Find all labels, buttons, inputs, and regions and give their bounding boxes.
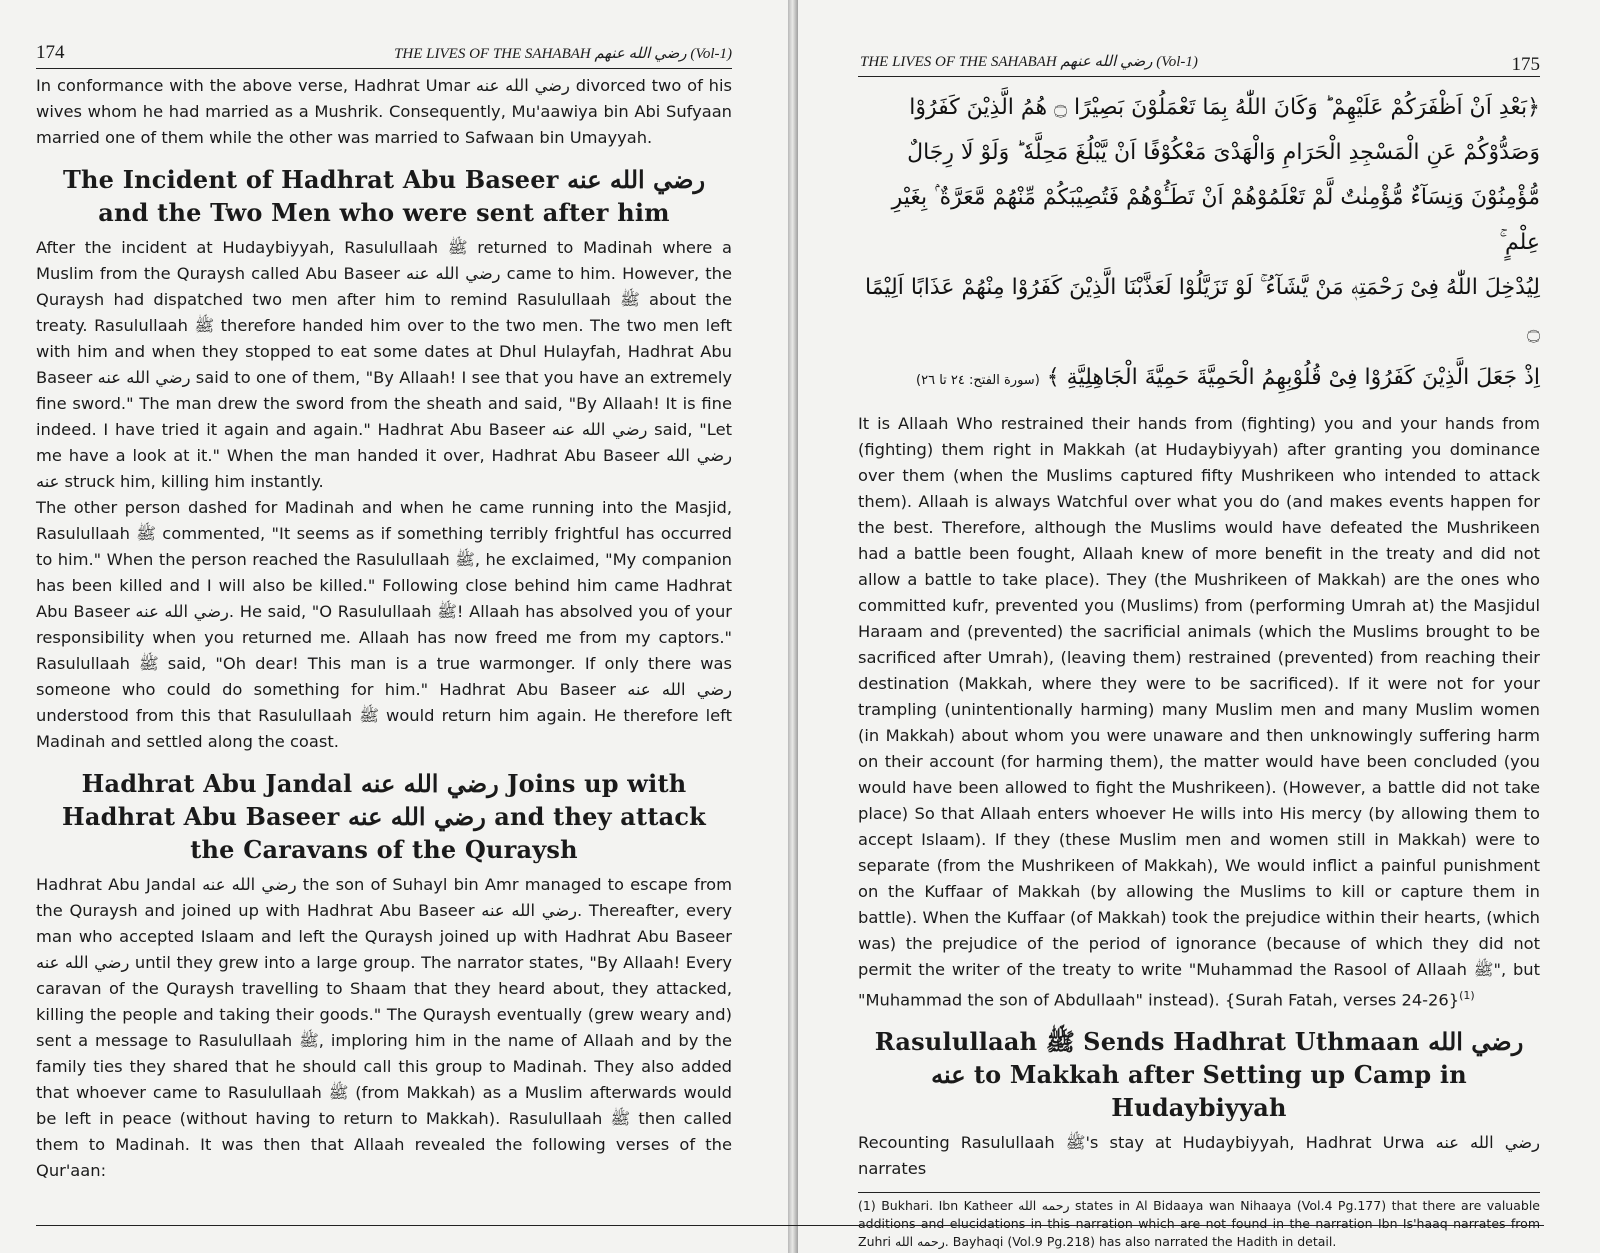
running-header [36,40,732,66]
right-page [798,0,1600,1253]
paragraph-caravans: Hadhrat Abu Jandal رضي الله عنه the son of Suhayl bin Amr managed to escape from the Quraysh and joined up with Hadhrat Abu Baseer رضي الله عنه. Thereafter, every man who accepted Islaam and left the Quraysh joined up with Hadhrat Abu Baseer رضي الله عنه until they grew into a large group. The narrator states, "By Allaah! Every caravan of the Quraysh travelling to Shaam that they heard about, they attacked, killing the people and taking their goods." The Quraysh eventually (grew weary and) sent a message to Rasulullaah ﷺ, imploring him in the name of Allaah and by the family ties they shared that he should call this group to Madinah. They also added that whoever came to Rasulullaah ﷺ (from Makkah) as a Muslim afterwards would be left in peace (without having to return to Makkah). Rasulullaah ﷺ then called them to Madinah. It was then that Allaah revealed the following verses of the Qur'aan: [36,875,732,1180]
book-gutter [788,0,798,1253]
section-heading-uthmaan: Rasulullaah ﷺ Sends Hadhrat Uthmaan رضي الله عنه to Makkah after Setting up Camp in Hudaybiyyah [874,1027,1524,1123]
paragraph-escape-to-madinah: The other person dashed for Madinah and when he came running into the Masjid, Rasulullaah ﷺ commented, "It seems as if something terribly frightful has occurred to him." When the person reached the Rasulullaah ﷺ, he exclaimed, "My companion has been killed and I will also be killed." Following close behind him came Hadhrat Abu Baseer رضي الله عنه. He said, "O Rasulullaah ﷺ! Allaah has absolved you of your responsibility when you returned me. Allaah has now freed me from my captors." Rasulullaah ﷺ said, "Oh dear! This man is a true warmonger. If only there was someone who could do something for him." Hadhrat Abu Baseer رضي الله عنه understood from this that Rasulullaah ﷺ would return him again. He therefore left Madinah and settled along the coast. [36,498,732,751]
arabic-line: ﴿بَعْدِ اَنْ اَظْفَرَكُمْ عَلَيْهِمْ ؕ وَكَانَ اللّٰهُ بِمَا تَعْمَلُوْنَ بَصِيْرًا ۝ هُمُ الَّذِيْنَ كَفَرُوْا [909,95,1540,120]
header-rule [36,68,732,69]
translation-text: It is Allaah Who restrained their hands from (fighting) you and your hands from (fighting) them right in Makkah (at Hudaybiyyah) after granting you dominance over them (when the Muslims captured fifty Mushrikeen who intended to attack them). Allaah is always Watchful over what you do (and makes events happen for the best. Therefore, although the Muslims would have defeated the Mushrikeen had a battle been fought, Allaah knew of more benefit in the treaty and did not allow a battle to take place). They (the Mushrikeen of Makkah) are the ones who committed kufr, prevented you (Muslims) from (performing Umrah at) the Masjidul Haraam and (prevented) the sacrificial animals (which the Muslims brought to be sacrificed after Umrah), (leaving them) restrained (prevented) from reaching their destination (Makkah, where they were to be sacrificed). If it were not for your trampling (unintentionally harming) many Muslim men and many Muslim women (in Makkah) about whom you were unaware and then unknowingly suffering harm on their account (for harming them), the matter would have been concluded (you would have been allowed to fight the Mushrikeen). (However, a battle did not take place) So that Allaah enters whoever He wills into His mercy (by allowing them to accept Islaam). If they (these Muslim men and women still in Makkah) were to separate (from the Mushrikeen of Makkah), We would inflict a painful punishment on the Kuffaar of Makkah (by allowing the Muslims to kill or capture them in battle). When the Kuffaar (of Makkah) took the prejudice within their hearts, (which was) the prejudice of the period of ignorance (because of which they did not permit the writer of the treaty to write "Muhammad the Rasool of Allaah ﷺ", but "Muhammad the son of Abdullaah" instead). {Surah Fatah, verses 24-26} [858,414,1540,1010]
paragraph-divorce: In conformance with the above verse, Hadhrat Umar رضي الله عنه divorced two of his wives whom he had married as a Mushrik. Consequently, Mu'aawiya bin Abi Sufyaan married one of them while the other was married to Safwaan bin Umayyah. [36,76,732,147]
page-number: 175 [1511,54,1540,75]
section-heading-abu-baseer: The Incident of Hadhrat Abu Baseer رضي الله عنه and the Two Men who were sent after him [62,165,706,227]
arabic-line [858,355,1540,403]
section-heading-abu-jandal: Hadhrat Abu Jandal رضي الله عنه Joins up with Hadhrat Abu Baseer رضي الله عنه and they attack the Caravans of the Quraysh [61,769,707,864]
paragraph-urwa-narrates: Recounting Rasulullaah ﷺ's stay at Hudaybiyyah, Hadhrat Urwa رضي الله عنه narrates [858,1133,1540,1179]
arabic-line-text: اِذْ جَعَلَ الَّذِيْنَ كَفَرُوْا فِىْ قُلُوْبِهِمُ الْحَمِيَّةَ حَمِيَّةَ الْجَاهِلِيَّةِ ﴾ [1046,365,1540,390]
header-rule [858,76,1540,77]
running-head-title: THE LIVES OF THE SAHABAH رضي الله عنهم (Vol-1) [394,46,732,62]
arabic-line: لِيُدْخِلَ اللّٰهُ فِىْ رَحْمَتِهٖ مَنْ يَّشَآءُ ۚ لَوْ تَزَيَّلُوْا لَعَذَّبْنَا الَّذِيْنَ كَفَرُوْا مِنْهُمْ عَذَابًا اَلِيْمًا ۝ [865,275,1540,345]
footnote: (1) Bukhari. Ibn Katheer رحمه الله states in Al Bidaaya wan Nihaaya (Vol.4 Pg.177) that there are valuable additions and elucidations in this narration which are not found in the narration Ibn Is'haaq narrates from Zuhri رحمه الله. Bayhaqi (Vol.9 Pg.218) has also narrated the Hadith in detail. [858,1198,1540,1250]
bottom-rule [36,1225,1544,1226]
paragraph-abu-baseer-incident: After the incident at Hudaybiyyah, Rasulullaah ﷺ returned to Madinah where a Muslim from the Quraysh called Abu Baseer رضي الله عنه came to him. However, the Quraysh had dispatched two men after him to remind Rasulullaah ﷺ about the treaty. Rasulullaah ﷺ therefore handed him over to the two men. The two men left with him and when they stopped to eat some dates at Dhul Hulayfah, Hadhrat Abu Baseer رضي الله عنه said to one of them, "By Allaah! I see that you have an extremely fine sword." The man drew the sword from the sheath and said, "By Allaah! It is fine indeed. I have tried it again and again." Hadhrat Abu Baseer رضي الله عنه said, "Let me have a look at it." When the man handed it over, Hadhrat Abu Baseer رضي الله عنه struck him, killing him instantly. [36,238,733,491]
arabic-line: مُّؤْمِنُوْنَ وَنِسَآءٌ مُّؤْمِنٰتٌ لَّمْ تَعْلَمُوْهُمْ اَنْ تَطَـُٔوْهُمْ فَتُصِيْبَكُمْ مِّنْهُمْ مَّعَرَّةٌ ۢ بِغَيْرِ عِلْمٍ ۚ [891,185,1540,255]
running-head-title: THE LIVES OF THE SAHABAH رضي الله عنهم (Vol-1) [860,54,1198,70]
running-header [858,48,1540,74]
footnote-rule [858,1192,1540,1193]
footnote-marker: (1) [1459,989,1475,1002]
surah-reference: (سورة الفتح: ٢٤ تا ٢٦) [916,373,1040,388]
verse-translation [858,411,1540,1013]
page-number: 174 [36,42,65,63]
quran-verse-arabic [858,85,1540,403]
left-page [0,0,788,1253]
arabic-line: وَصَدُّوْكُمْ عَنِ الْمَسْجِدِ الْحَرَامِ وَالْهَدْىَ مَعْكُوْفًا اَنْ يَّبْلُغَ مَحِلَّهٗ ؕ وَلَوْ لَا رِجَالٌ [907,140,1540,165]
